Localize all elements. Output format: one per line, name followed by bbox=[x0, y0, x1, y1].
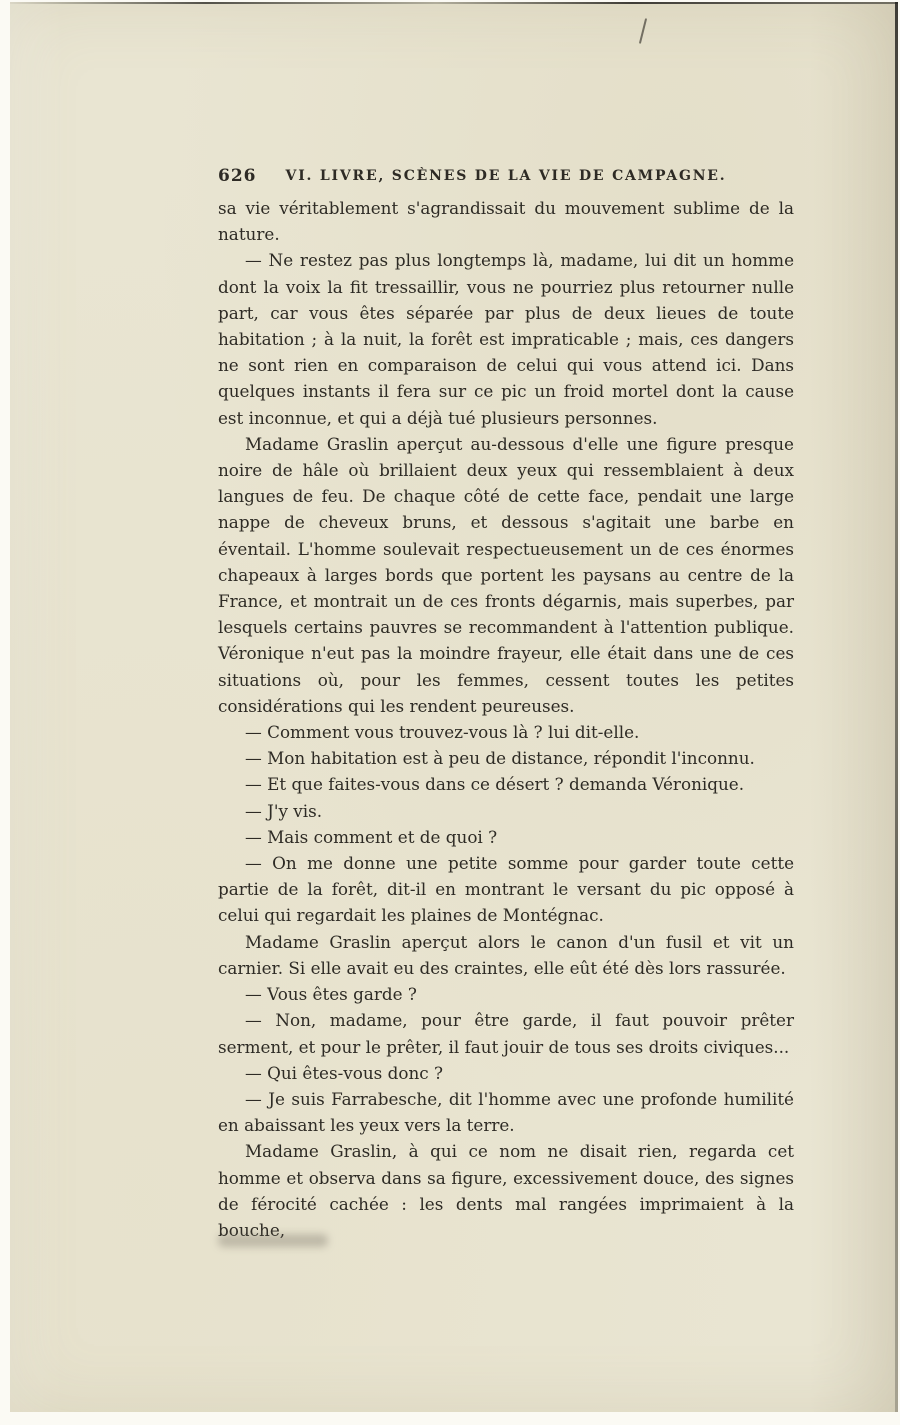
running-title: VI. LIVRE, SCÈNES DE LA VIE DE CAMPAGNE. bbox=[285, 168, 727, 184]
page-header bbox=[218, 165, 794, 189]
page-number: 626 bbox=[218, 166, 257, 186]
paragraph: Madame Graslin aperçut alors le canon d'un fusil et vit un carnier. Si elle avait eu des craintes, elle eût été dès lors rassurée. bbox=[218, 931, 794, 978]
paragraph: — Ne restez pas plus longtemps là, madame, lui dit un homme dont la voix la fit tressaillir, vous ne pourriez plus retourner nulle part, car vous êtes séparée par plus de deux lieues de toute habitation ; à la nuit, la forêt est impraticable ; mais, ces dangers ne sont rien en comparaison de celui qui vous attend ici. Dans quelques instants il fera sur ce pic un froid mortel dont la cause est inconnue, et qui a déjà tué plusieurs personnes. bbox=[218, 250, 794, 428]
paragraph: — Qui êtes-vous donc ? bbox=[245, 1062, 443, 1083]
paragraph: — Comment vous trouvez-vous là ? lui dit-elle. bbox=[245, 722, 640, 743]
paragraph: — Mon habitation est à peu de distance, répondit l'inconnu. bbox=[245, 748, 755, 769]
text-block bbox=[218, 195, 794, 1243]
paragraph: — Mais comment et de quoi ? bbox=[245, 826, 498, 847]
page-right-edge bbox=[895, 2, 898, 1412]
bottom-smudge-mark bbox=[218, 1234, 328, 1247]
paragraph: — On me donne une petite somme pour garder toute cette partie de la forêt, dit-il en montrant le versant du pic opposé à celui qui regardait les plaines de Montégnac. bbox=[218, 853, 794, 926]
paragraph: — Et que faites-vous dans ce désert ? demanda Véronique. bbox=[245, 774, 745, 795]
paragraph: — Vous êtes garde ? bbox=[245, 984, 417, 1005]
paragraph: Madame Graslin, à qui ce nom ne disait rien, regarda cet homme et observa dans sa figure, excessivement douce, des signes de férocité cachée : les dents mal rangées imprimaient à la bouche, bbox=[218, 1141, 794, 1240]
paragraph: — Je suis Farrabesche, dit l'homme avec une profonde humilité en abaissant les yeux vers la terre. bbox=[218, 1088, 794, 1136]
paragraph: — Non, madame, pour être garde, il faut pouvoir prêter serment, et pour le prêter, il faut jouir de tous ses droits civiques... bbox=[218, 1010, 794, 1057]
paragraph: Madame Graslin aperçut au-dessous d'elle une figure presque noire de hâle où brillaient deux yeux qui ressemblaient à deux langues de feu. De chaque côté de cette face, pendait une large nappe de cheveux bruns, et dessous s'agitait une barbe en éventail. L'homme soulevait respectueusement un de ces énormes chapeaux à larges bords que portent les paysans au centre de la France, et montrait un de ces fronts dégarnis, mais superbes, par lesquels certains pauvres se recommandent à l'attention publique. Véronique n'eut pas la moindre frayeur, elle était dans une de ces situations où, pour les femmes, cessent toutes les petites considérations qui les rendent peureuses. bbox=[218, 433, 794, 716]
page-top-edge bbox=[10, 2, 898, 4]
book-page bbox=[10, 2, 898, 1412]
paragraph: sa vie véritablement s'agrandissait du mouvement sublime de la nature. bbox=[218, 198, 794, 245]
paragraph: — J'y vis. bbox=[245, 800, 323, 821]
top-scratch-mark bbox=[639, 18, 647, 44]
